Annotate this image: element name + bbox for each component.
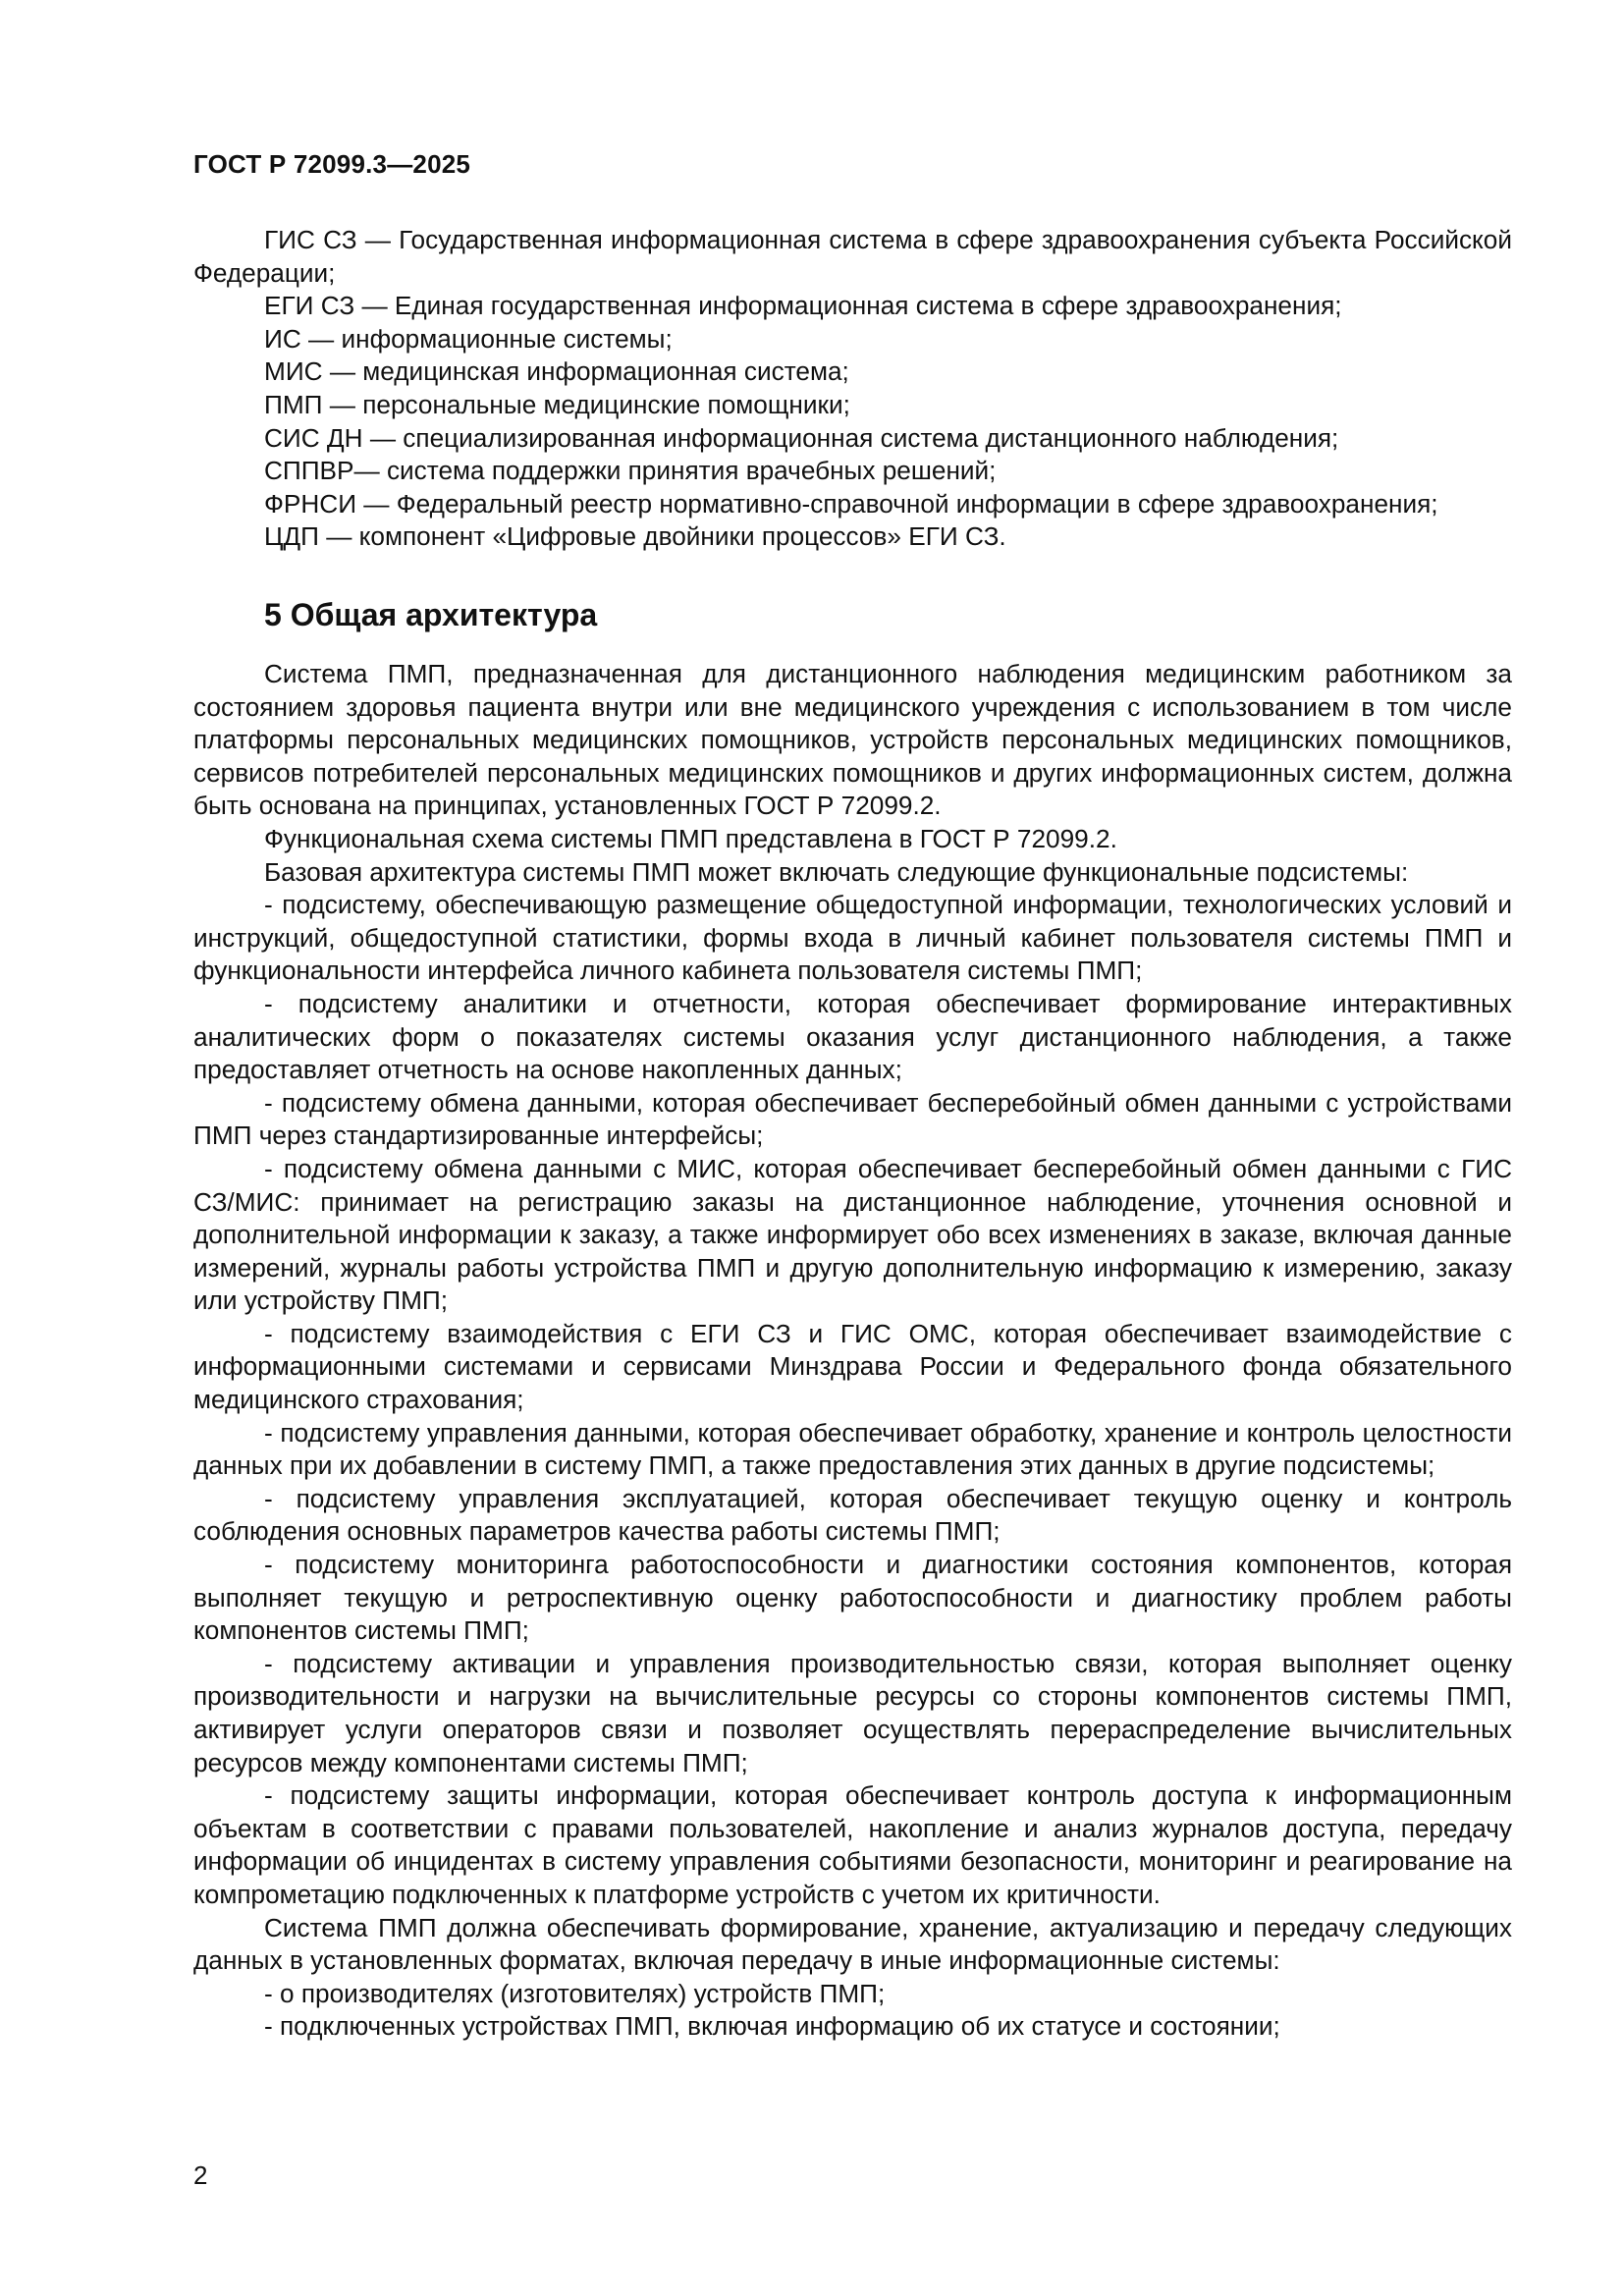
- paragraph: Функциональная схема системы ПМП представлена в ГОСТ Р 72099.2.: [264, 823, 1117, 853]
- abbreviation-item: ФРНСИ — Федеральный реестр нормативно-справочной информации в сфере здравоохранения;: [264, 488, 1438, 519]
- list-item: - подсистему обмена данными с МИС, которая обеспечивает бесперебойный обмен данными с ГИС СЗ/МИС: принимает на регистрацию заказы на дистанционное наблюдение, уточнения основной и дополнительной информации к заказу, а также информирует обо всех изменениях в заказе, включая данные измерений, журналы работы устройства ПМП и другую дополнительную информацию к измерению, заказу или устройству ПМП;: [193, 1153, 1512, 1316]
- list-item: - подсистему мониторинга работоспособности и диагностики состояния компонентов, которая выполняет текущую и ретроспективную оценку работоспособности и диагностику проблем работы компонентов системы ПМП;: [193, 1550, 1512, 1646]
- list-item: - подсистему, обеспечивающую размещение общедоступной информации, технологических условий и инструкций, общедоступной статистики, формы входа в личный кабинет пользователя системы ПМП и функциональности интерфейса личного кабинета пользователя системы ПМП;: [193, 890, 1512, 986]
- list-item: - подсистему активации и управления производительностью связи, которая выполняет оценку производительности и нагрузки на вычислительные ресурсы со стороны компонентов системы ПМП, активирует услуги операторов связи и позволяет осуществлять перераспределение вычислительных ресурсов между компонентами системы ПМП;: [193, 1648, 1512, 1777]
- paragraph: Система ПМП должна обеспечивать формирование, хранение, актуализацию и передачу следующих данных в установленных форматах, включая передачу в иные информационные системы:: [193, 1912, 1512, 1976]
- list-item: - подсистему взаимодействия с ЕГИ СЗ и ГИС ОМС, которая обеспечивает взаимодействие с информационными системами и сервисами Минздрава России и Федерального фонда обязательного медицинского страхования;: [193, 1318, 1512, 1415]
- abbreviation-item: ГИС СЗ — Государственная информационная система в сфере здравоохранения субъекта Российской Федерации;: [193, 225, 1512, 288]
- paragraph: Базовая архитектура системы ПМП может включать следующие функциональные подсистемы:: [264, 856, 1409, 887]
- document-code-header: ГОСТ Р 72099.3—2025: [193, 149, 471, 179]
- list-item: - подсистему управления данными, которая обеспечивает обработку, хранение и контроль целостности данных при их добавлении в систему ПМП, а также предоставления этих данных в другие подсистемы;: [193, 1417, 1512, 1481]
- abbreviation-item: ЦДП — компонент «Цифровые двойники процессов» ЕГИ СЗ.: [264, 521, 1006, 552]
- list-item: - подсистему защиты информации, которая обеспечивает контроль доступа к информационным объектам в соответствии с правами пользователей, накопление и анализ журналов доступа, передачу информации об инцидентах в систему управления событиями безопасности, мониторинг и реагирование на компрометацию подключенных к платформе устройств с учетом их критичности.: [193, 1780, 1512, 1909]
- abbreviation-item: ИС — информационные системы;: [264, 323, 673, 354]
- page-number: 2: [193, 2160, 208, 2190]
- list-item: - подсистему аналитики и отчетности, которая обеспечивает формирование интерактивных аналитических форм о показателях системы оказания услуг дистанционного наблюдения, а также предоставляет отчетность на основе накопленных данных;: [193, 988, 1512, 1085]
- section-heading: 5 Общая архитектура: [264, 597, 598, 632]
- abbreviation-item: СИС ДН — специализированная информационная система дистанционного наблюдения;: [264, 422, 1339, 453]
- abbreviation-item: ПМП — персональные медицинские помощники;: [264, 389, 850, 419]
- section-body: [193, 658, 1512, 2044]
- abbreviation-item: МИС — медицинская информационная система;: [264, 356, 849, 387]
- abbreviation-item: СППВР— система поддержки принятия врачебных решений;: [264, 456, 997, 486]
- list-item: - подключенных устройствах ПМП, включая информацию об их статусе и состоянии;: [264, 2011, 1280, 2042]
- list-item: - подсистему обмена данными, которая обеспечивает бесперебойный обмен данными с устройствами ПМП через стандартизированные интерфейсы;: [193, 1087, 1512, 1151]
- abbreviation-item: ЕГИ СЗ — Единая государственная информационная система в сфере здравоохранения;: [264, 291, 1342, 321]
- list-item: - подсистему управления эксплуатацией, которая обеспечивает текущую оценку и контроль соблюдения основных параметров качества работы системы ПМП;: [193, 1483, 1512, 1547]
- abbreviations-list: [193, 224, 1512, 554]
- paragraph: Система ПМП, предназначенная для дистанционного наблюдения медицинским работником за состоянием здоровья пациента внутри или вне медицинского учреждения с использованием в том числе платформы персональных медицинских помощников, устройств персональных медицинских помощников, сервисов потребителей персональных медицинских помощников и других информационных систем, должна быть основана на принципах, установленных ГОСТ Р 72099.2.: [193, 659, 1512, 821]
- list-item: - о производителях (изготовителях) устройств ПМП;: [264, 1978, 886, 2008]
